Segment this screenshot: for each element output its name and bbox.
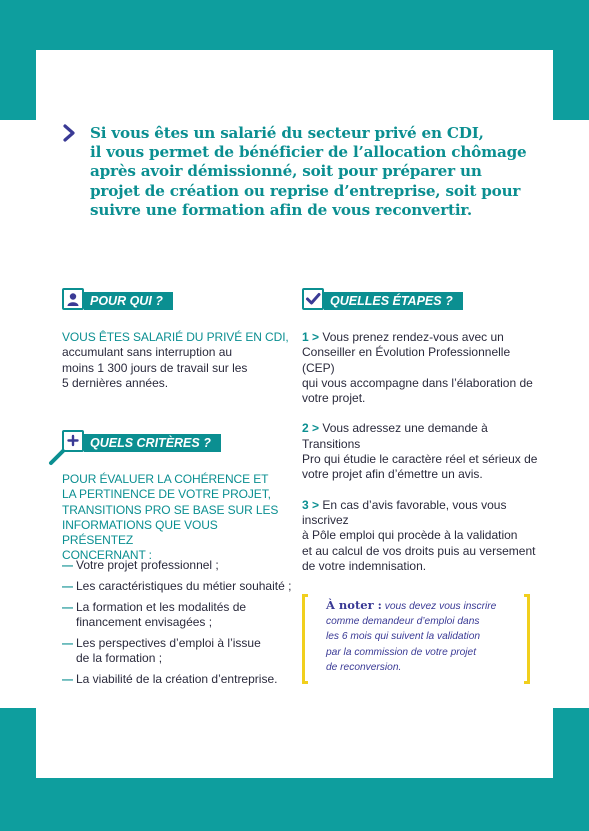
note-text <box>326 598 510 675</box>
dash-icon: — <box>62 560 73 572</box>
checkbox-icon <box>302 288 324 310</box>
intro-line: projet de création ou reprise d’entreprise, soit pour <box>90 181 521 200</box>
criteres-item-line: Votre projet professionnel ; <box>76 558 219 572</box>
dash-icon: — <box>62 674 73 686</box>
intro-text <box>90 124 532 220</box>
pour-qui-body <box>62 330 292 391</box>
intro-line: après avoir démissionné, soit pour préparer un <box>90 162 482 181</box>
criteres-item-line: Les caractéristiques du métier souhaité ; <box>76 579 292 593</box>
step-line: à Pôle emploi qui procède à la validation <box>302 528 518 543</box>
note-line: vous devez vous inscrire <box>381 601 497 612</box>
note-line: par la commission de votre projet <box>326 646 477 658</box>
criteres-item-line: de la formation ; <box>76 651 163 665</box>
person-icon <box>62 288 84 310</box>
criteres-item-line: La viabilité de la création d’entreprise. <box>76 672 278 686</box>
criteres-item-line: financement envisagées ; <box>76 615 213 629</box>
intro-line: il vous permet de bénéficier de l’allocation chômage <box>90 143 527 162</box>
list-item <box>62 558 292 573</box>
note-line: comme demandeur d’emploi dans <box>326 616 480 628</box>
step-line: votre projet. <box>302 391 366 406</box>
criteres-title: QUELS CRITÈRES ? <box>84 434 221 452</box>
list-item <box>62 672 292 687</box>
criteres-item-line: La formation et les modalités de <box>76 600 247 614</box>
list-item <box>62 600 292 630</box>
chevron-right-icon <box>62 124 76 142</box>
step-line: de votre indemnisation. <box>302 558 427 573</box>
note-label: À noter : <box>326 598 382 612</box>
step-line: et au calcul de vos droits puis au versement <box>302 543 536 558</box>
note-line: de reconversion. <box>326 661 402 673</box>
step-number: 2 > <box>302 421 320 436</box>
criteres-item-line: Les perspectives d’emploi à l’issue <box>76 636 261 650</box>
criteres-lead-line: POUR ÉVALUER LA COHÉRENCE ET <box>62 472 269 486</box>
list-item <box>62 636 292 666</box>
criteres-lead-line: CONCERNANT : <box>62 548 152 563</box>
step-line: votre projet afin d’émettre un avis. <box>302 467 483 482</box>
pour-qui-line: moins 1 300 jours de travail sur les <box>62 360 248 375</box>
step-item <box>302 421 542 482</box>
step-line: Conseiller en Évolution Professionnelle (CEP) <box>302 345 511 375</box>
step-number: 1 > <box>302 330 320 344</box>
criteres-list-wrap <box>62 558 292 693</box>
pour-qui-title: POUR QUI ? <box>84 292 173 310</box>
list-item <box>62 579 292 594</box>
step-number: 3 > <box>302 497 320 512</box>
intro-line: suivre une formation afin de vous reconvertir. <box>90 200 472 219</box>
etapes-title: QUELLES ÉTAPES ? <box>324 292 463 310</box>
step-line: qui vous accompagne dans l’élaboration de <box>302 375 533 390</box>
step-line: Vous adressez une demande à Transitions <box>302 421 488 451</box>
dash-icon: — <box>62 581 73 593</box>
step-line: En cas d’avis favorable, vous vous inscrivez <box>302 497 507 527</box>
criteres-lead <box>62 472 292 564</box>
step-line: Pro qui étudie le caractère réel et sérieux de <box>302 452 538 467</box>
step-line: Vous prenez rendez-vous avec un <box>322 330 504 344</box>
criteres-lead-line: LA PERTINENCE DE VOTRE PROJET, <box>62 487 271 502</box>
pour-qui-lead: VOUS ÊTES SALARIÉ DU PRIVÉ EN CDI, <box>62 330 289 344</box>
note-box <box>302 594 530 684</box>
dash-icon: — <box>62 602 73 614</box>
left-bracket <box>302 594 308 684</box>
note-line: les 6 mois qui suivent la validation <box>326 631 481 643</box>
pour-qui-line: 5 dernières années. <box>62 375 169 390</box>
magnifier-handle-icon <box>48 448 66 466</box>
dash-icon: — <box>62 638 73 650</box>
step-item <box>302 498 542 574</box>
pour-qui-line: accumulant sans interruption au <box>62 345 233 360</box>
intro-block <box>62 124 532 220</box>
criteres-list <box>62 558 292 687</box>
criteres-lead-line: INFORMATIONS QUE VOUS PRÉSENTEZ <box>62 517 218 548</box>
right-bracket <box>524 594 530 684</box>
etapes-list <box>302 330 542 589</box>
intro-line: Si vous êtes un salarié du secteur privé en CDI, <box>90 124 484 142</box>
step-item <box>302 330 542 406</box>
criteres-lead-line: TRANSITIONS PRO SE BASE SUR LES <box>62 502 279 517</box>
